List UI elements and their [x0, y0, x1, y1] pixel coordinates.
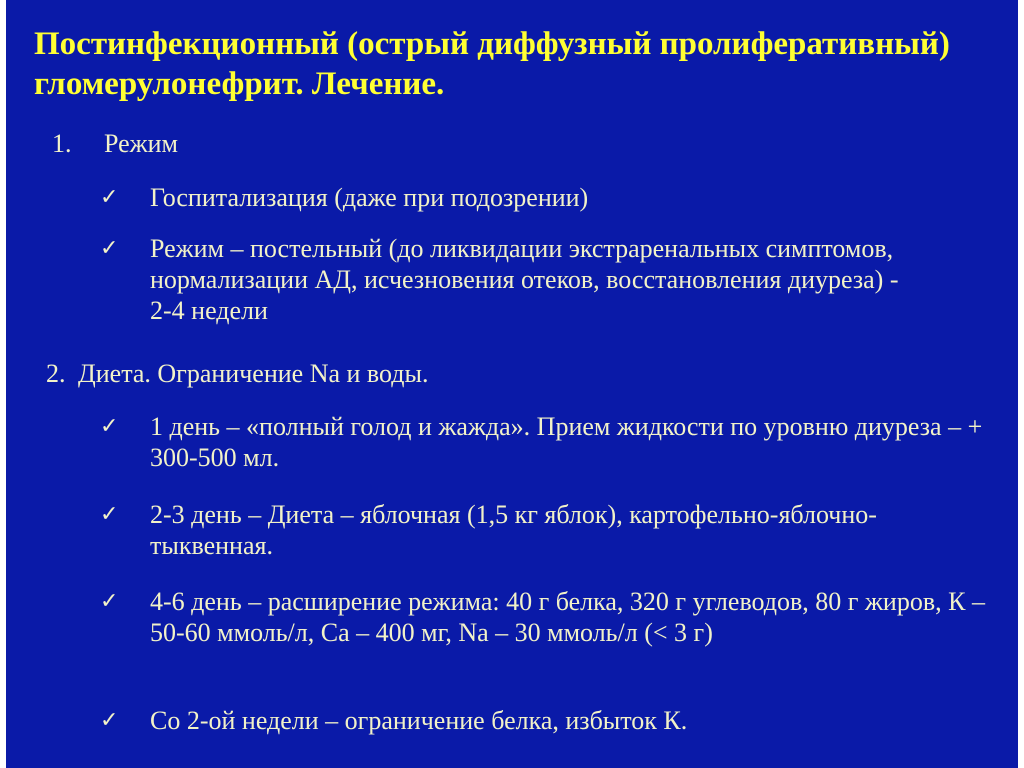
list-item-text: Режим – постельный (до ликвидации экстраренальных симптомов, нормализации АД, исчезновения отеков, восстановления диуреза) - 2-4 недели: [150, 234, 899, 325]
list-item: [100, 233, 1000, 326]
slide-title: Постинфекционный (острый диффузный пролиферативный) гломерулонефрит. Лечение.: [34, 26, 950, 102]
slide: [6, 0, 1018, 768]
list-item-text: 1 день – «полный голод и жажда». Прием жидкости по уровню диуреза – + 300-500 мл.: [150, 412, 983, 472]
list-item: [100, 586, 1000, 648]
list-item-text: Госпитализация (даже при подозрении): [150, 183, 589, 212]
list-item-text: 4-6 день – расширение режима: 40 г белка, 320 г углеводов, 80 г жиров, К – 50-60 ммоль/л, Са – 400 мг, Na – 30 ммоль/л (< 3 г): [150, 587, 985, 647]
list-item: [100, 705, 1000, 736]
list-item-text: Со 2-ой недели – ограничение белка, избыток К.: [150, 706, 688, 735]
list-item: [100, 499, 1000, 561]
section-number: 2.: [46, 359, 66, 388]
section-heading-label: Режим: [104, 129, 178, 158]
checkmark-icon: ✓: [100, 236, 119, 261]
section-heading-label: Диета. Ограничение Na и воды.: [78, 359, 429, 388]
checkmark-icon: ✓: [100, 414, 119, 439]
section-heading-regime: [52, 128, 178, 159]
checkmark-icon: ✓: [100, 502, 119, 527]
list-item-text: 2-3 день – Диета – яблочная (1,5 кг яблок), картофельно-яблочно-тыквенная.: [150, 500, 877, 560]
list-item: [100, 411, 1000, 473]
section-number: 1.: [52, 129, 72, 158]
list-item: [100, 182, 1000, 213]
checkmark-icon: ✓: [100, 708, 119, 733]
checkmark-icon: ✓: [100, 185, 119, 210]
section-heading-diet: [46, 358, 428, 389]
checkmark-icon: ✓: [100, 589, 119, 614]
